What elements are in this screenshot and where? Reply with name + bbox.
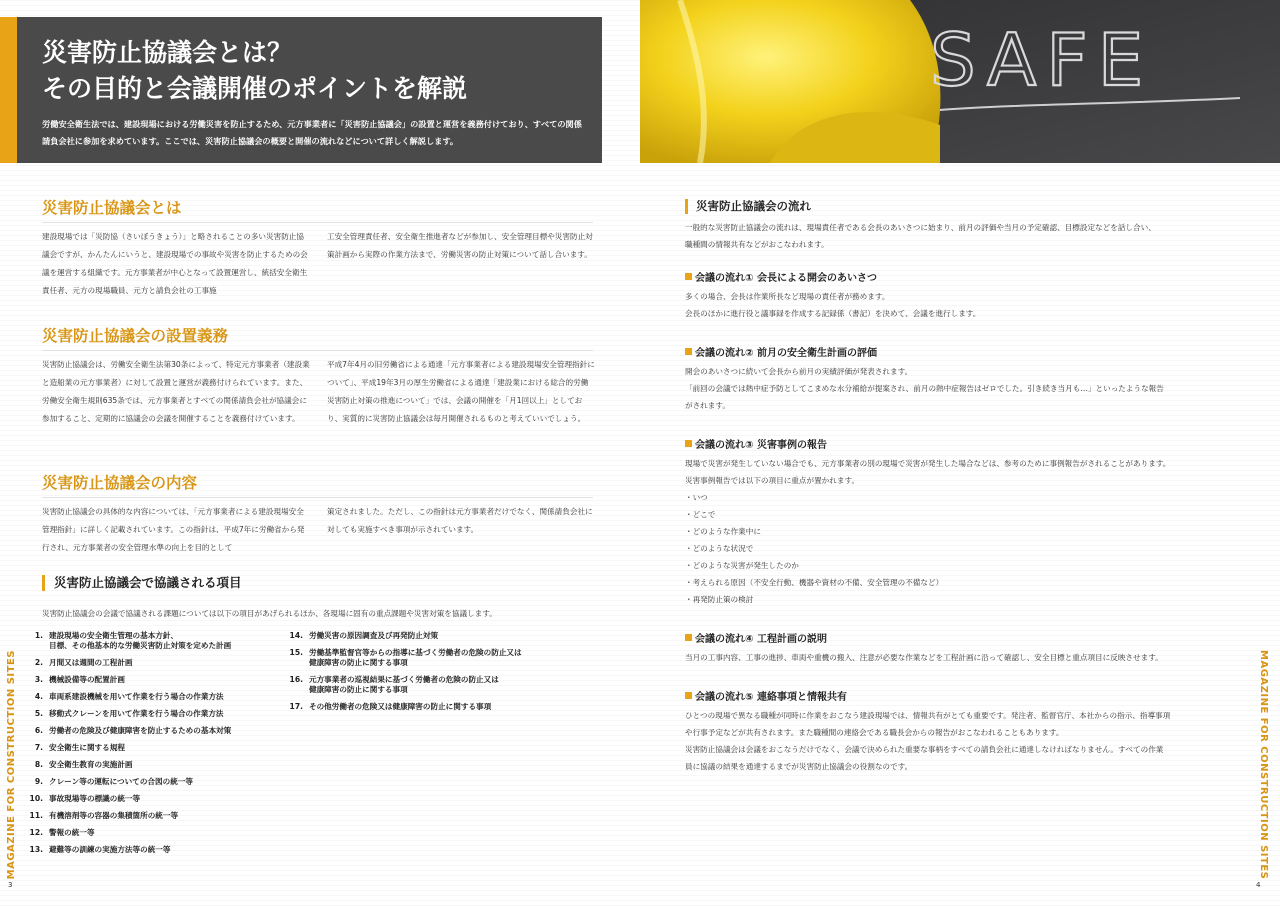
list-item-number: 1.: [34, 631, 43, 640]
list-item-text: [49, 692, 224, 702]
step-body-line: 多くの場合、会長は作業所長など現場の責任者が務めます。: [685, 292, 890, 301]
list-item-line: 車両系建設機械を用いて作業を行う場合の作業方法: [49, 692, 224, 701]
list-item-number: 9.: [34, 777, 43, 786]
step-heading: [685, 688, 847, 703]
hero-accent-bar: [0, 17, 17, 163]
step-body-line: 会長のほかに進行役と議事録を作成する記録係（書記）を決めて、会議を進行します。: [685, 309, 981, 318]
list-item-line: 建設現場の安全衛生管理の基本方針、: [49, 631, 179, 640]
square-bullet-icon: [685, 692, 692, 699]
list-item: [284, 702, 584, 712]
step-body: [685, 288, 1245, 322]
list-item-text: [49, 631, 231, 651]
step-body-line: ・考えられる原因（不安全行動、機器や資材の不備、安全管理の不備など）: [685, 578, 944, 587]
square-bullet-icon: [685, 634, 692, 641]
list-item-line: 労働基準監督官等からの指導に基づく労働者の危険の防止又は: [309, 648, 522, 657]
step-body: [685, 707, 1245, 775]
step-body-line: ひとつの現場で異なる職種が同時に作業をおこなう建設現場では、情報共有がとても重要です。発注者、監督官庁、本社からの指示、指導事項: [685, 711, 1171, 720]
list-item: [24, 631, 284, 651]
list-item-line: 安全衛生に関する規程: [49, 743, 125, 752]
list-item-line: クレーン等の運転についての合図の統一等: [49, 777, 193, 786]
list-item-text: [49, 658, 133, 668]
section-divider: [42, 350, 593, 351]
about-col-2: 工安全管理責任者、安全衛生推進者などが参加し、安全管理目標や災害防止対策計画から実際の作業方法まで、労働災害の防止対策について話し合います。: [327, 232, 593, 259]
items-list-1: [24, 631, 284, 862]
list-item-line: 安全衛生教育の実施計画: [49, 760, 133, 769]
step-body-line: ・どのような作業中に: [685, 527, 761, 536]
section-divider: [42, 222, 593, 223]
list-item: [24, 692, 284, 702]
hero-lead: 労働安全衛生法では、建設現場における労働災害を防止するため、元方事業者に「災害防止協議会」の設置と運営を義務付けており、すべての関係請負会社に参加を求めています。ここでは、災害防止協議会の概要と開催の流れなどについて詳しく解説します。: [42, 119, 582, 146]
list-item-number: 3.: [34, 675, 43, 684]
hero-photo: [640, 0, 1280, 163]
list-item-line: 移動式クレーンを用いて作業を行う場合の作業方法: [49, 709, 224, 718]
list-item-number: 16.: [289, 675, 303, 684]
magazine-side-label: MAGAZINE FOR CONSTRUCTION SITES: [1258, 650, 1269, 880]
list-item: [24, 845, 284, 855]
list-item-text: [49, 828, 95, 838]
step-heading-text: 会議の流れ③ 災害事例の報告: [695, 440, 827, 451]
list-item-line: 有機溶剤等の容器の集積箇所の統一等: [49, 811, 179, 820]
page-number: 4: [1256, 881, 1261, 889]
page-number: 3: [8, 881, 13, 889]
square-bullet-icon: [685, 273, 692, 280]
square-bullet-icon: [685, 440, 692, 447]
list-item-text: [309, 702, 491, 712]
flow-heading: 災害防止協議会の流れ: [685, 199, 811, 214]
list-item-line: 労働災害の原因調査及び再発防止対策: [309, 631, 439, 640]
list-item-line: 目標、その他基本的な労働災害防止対策を定めた計画: [49, 641, 232, 650]
about-col-1: 建設現場では「災防協（さいぼうきょう）」と略されることの多い災害防止協議会ですが、かんたんにいうと、建設現場での事故や災害を防止するための会議を運営する組織です。元方事業者が中心となって設置運営し、統括安全衛生責任者、元方の現場職員、元方と請負会社の工事施: [42, 232, 308, 295]
list-item-text: [49, 743, 125, 753]
list-item: [284, 648, 584, 668]
list-item: [284, 631, 584, 641]
list-item: [24, 828, 284, 838]
list-item-number: 2.: [34, 658, 43, 667]
list-item-text: [49, 726, 231, 736]
list-item-line: 避難等の訓練の実施方法等の統一等: [49, 845, 171, 854]
section-heading-content: 災害防止協議会の内容: [42, 474, 198, 492]
list-item-text: [49, 794, 140, 804]
step-heading-text: 会議の流れ② 前月の安全衛生計画の評価: [695, 348, 877, 359]
list-item-text: [49, 845, 171, 855]
list-item-text: [49, 709, 224, 719]
step-body-line: 当月の工事内容、工事の進捗、車両や重機の搬入、注意が必要な作業などを工程計画に沿って確認し、安全目標と重点項目に反映させます。: [685, 653, 1163, 662]
helmet-chalkboard-image: [640, 0, 1280, 163]
step-heading: [685, 269, 877, 284]
title-line-1: 災害防止協議会とは？: [42, 38, 293, 67]
list-item-line: 労働者の危険及び健康障害を防止するための基本対策: [49, 726, 232, 735]
step-heading: [685, 344, 877, 359]
list-item: [24, 777, 284, 787]
list-item-number: 10.: [29, 794, 43, 803]
items-intro: 災害防止協議会の会議で協議される課題については以下の項目があげられるほか、各現場に固有の重点課題や災害対策を協議します。: [42, 609, 497, 618]
list-item-number: 8.: [34, 760, 43, 769]
list-item-line: 機械設備等の配置計画: [49, 675, 125, 684]
list-item-line: 事故現場等の標識の統一等: [49, 794, 141, 803]
list-item-text: [309, 631, 438, 641]
step-body-line: ・どこで: [685, 510, 716, 519]
step-body-line: 災害防止協議会は会議をおこなうだけでなく、会議で決められた重要な事柄をすべての請負会社に通達しなければなりません。すべての作業: [685, 745, 1164, 754]
step-heading-text: 会議の流れ④ 工程計画の説明: [695, 634, 827, 645]
obligation-col-1: 災害防止協議会は、労働安全衛生法第30条によって、特定元方事業者（建設業と造船業の元方事業者）に対して設置と運営が義務付けられています。また、労働安全衛生規則635条では、元方事業者とすべての関係請負会社が協議会に参加すること、定期的に協議会の会議を開催することを義務付けています。: [42, 360, 310, 423]
list-item-number: 13.: [29, 845, 43, 854]
list-item-text: [309, 675, 499, 695]
step-body-line: 員に協議の結果を通達するまでが災害防止協議会の役割なのです。: [685, 762, 913, 771]
step-body: [685, 649, 1245, 666]
list-item: [24, 811, 284, 821]
list-item-number: 14.: [289, 631, 303, 640]
list-item-line: その他労働者の危険又は健康障害の防止に関する事項: [309, 702, 492, 711]
step-heading: [685, 436, 827, 451]
list-item-line: 健康障害の防止に関する事項: [309, 685, 408, 694]
step-body: [685, 455, 1245, 608]
list-item-number: 11.: [29, 811, 43, 820]
step-body-line: ・どのような状況で: [685, 544, 754, 553]
section-divider: [42, 497, 593, 498]
list-item-number: 15.: [289, 648, 303, 657]
step-body-line: ・どのような災害が発生したのか: [685, 561, 799, 570]
list-item: [24, 709, 284, 719]
flow-intro-line: 一般的な災害防止協議会の流れは、現場責任者である会長のあいさつに始まり、前月の評価や当月の予定確認、目標設定などを話し合い、: [685, 223, 1156, 232]
title-line-2: その目的と会議開催のポイントを解説: [42, 74, 468, 103]
page-title: [42, 35, 582, 107]
list-item: [284, 675, 584, 695]
list-item-line: 元方事業者の巡視結果に基づく労働者の危険の防止又は: [309, 675, 499, 684]
magazine-side-label: MAGAZINE FOR CONSTRUCTION SITES: [6, 650, 17, 880]
list-item-text: [49, 760, 133, 770]
step-body: [685, 363, 1245, 414]
list-item-number: 17.: [289, 702, 303, 711]
list-item-text: [49, 675, 125, 685]
list-item-line: 月間又は週間の工程計画: [49, 658, 133, 667]
list-item: [24, 675, 284, 685]
list-item-number: 12.: [29, 828, 43, 837]
step-body-line: 現場で災害が発生していない場合でも、元方事業者の別の現場で災害が発生した場合などは、参考のために事例報告がされることがあります。: [685, 459, 1171, 468]
list-item-line: 警報の統一等: [49, 828, 95, 837]
step-heading-text: 会議の流れ⑤ 連絡事項と情報共有: [695, 692, 847, 703]
list-item-text: [309, 648, 522, 668]
step-body-line: 「前回の会議では熱中症予防としてこまめな水分補給が提案され、前月の熱中症報告はゼロでした。引き続き当月も…」といったような報告: [685, 384, 1164, 393]
list-item-text: [49, 777, 193, 787]
flow-intro-line: 職種間の情報共有などがおこなわれます。: [685, 240, 829, 249]
list-item-number: 7.: [34, 743, 43, 752]
list-item: [24, 726, 284, 736]
content-col-2: 策定されました。ただし、この指針は元方事業者だけでなく、関係請負会社に対しても実施すべき事項が示されています。: [327, 507, 593, 534]
items-list-2: [284, 631, 584, 719]
step-body-line: 開会のあいさつに続いて会長から前月の実績評価が発表されます。: [685, 367, 913, 376]
step-heading: [685, 630, 827, 645]
flow-intro: [685, 219, 1245, 253]
list-item-text: [49, 811, 178, 821]
square-bullet-icon: [685, 348, 692, 355]
step-body-line: ・再発防止策の検討: [685, 595, 754, 604]
subsection-heading-items: 災害防止協議会で協議される項目: [42, 575, 242, 591]
list-item-number: 4.: [34, 692, 43, 701]
list-item: [24, 658, 284, 668]
list-item-number: 6.: [34, 726, 43, 735]
list-item: [24, 743, 284, 753]
step-heading-text: 会議の流れ① 会長による開会のあいさつ: [695, 273, 877, 284]
step-body-line: や行事予定などが共有されます。また職種間の連絡会である職長会からの報告がおこなわれることもあります。: [685, 728, 1064, 737]
section-heading-about: 災害防止協議会とは: [42, 199, 182, 217]
list-item-line: 健康障害の防止に関する事項: [309, 658, 408, 667]
step-body-line: 災害事例報告では以下の項目に重点が置かれます。: [685, 476, 860, 485]
section-heading-obligation: 災害防止協議会の設置義務: [42, 327, 229, 345]
list-item: [24, 794, 284, 804]
right-page: [640, 0, 1280, 906]
hero-banner: [0, 17, 602, 163]
list-item-number: 5.: [34, 709, 43, 718]
list-item: [24, 760, 284, 770]
chalk-safe-text: SAFE: [930, 18, 1154, 102]
step-body-line: がされます。: [685, 401, 730, 410]
step-body-line: ・いつ: [685, 493, 708, 502]
content-col-1: 災害防止協議会の具体的な内容については、「元方事業者による建設現場安全管理指針」に詳しく記載されています。この指針は、平成7年に労働省から発行され、元方事業者の安全管理水準の向上を目的として: [42, 507, 305, 552]
obligation-col-2: 平成7年4月の旧労働省による通達「元方事業者による建設現場安全管理指針について」、平成19年3月の厚生労働省による通達「建設業における総合的労働災害防止対策の推進について」では、会議の開催を「月1回以上」としており、実質的に災害防止協議会は毎月開催されるものと考えていいでしょう。: [327, 360, 595, 423]
